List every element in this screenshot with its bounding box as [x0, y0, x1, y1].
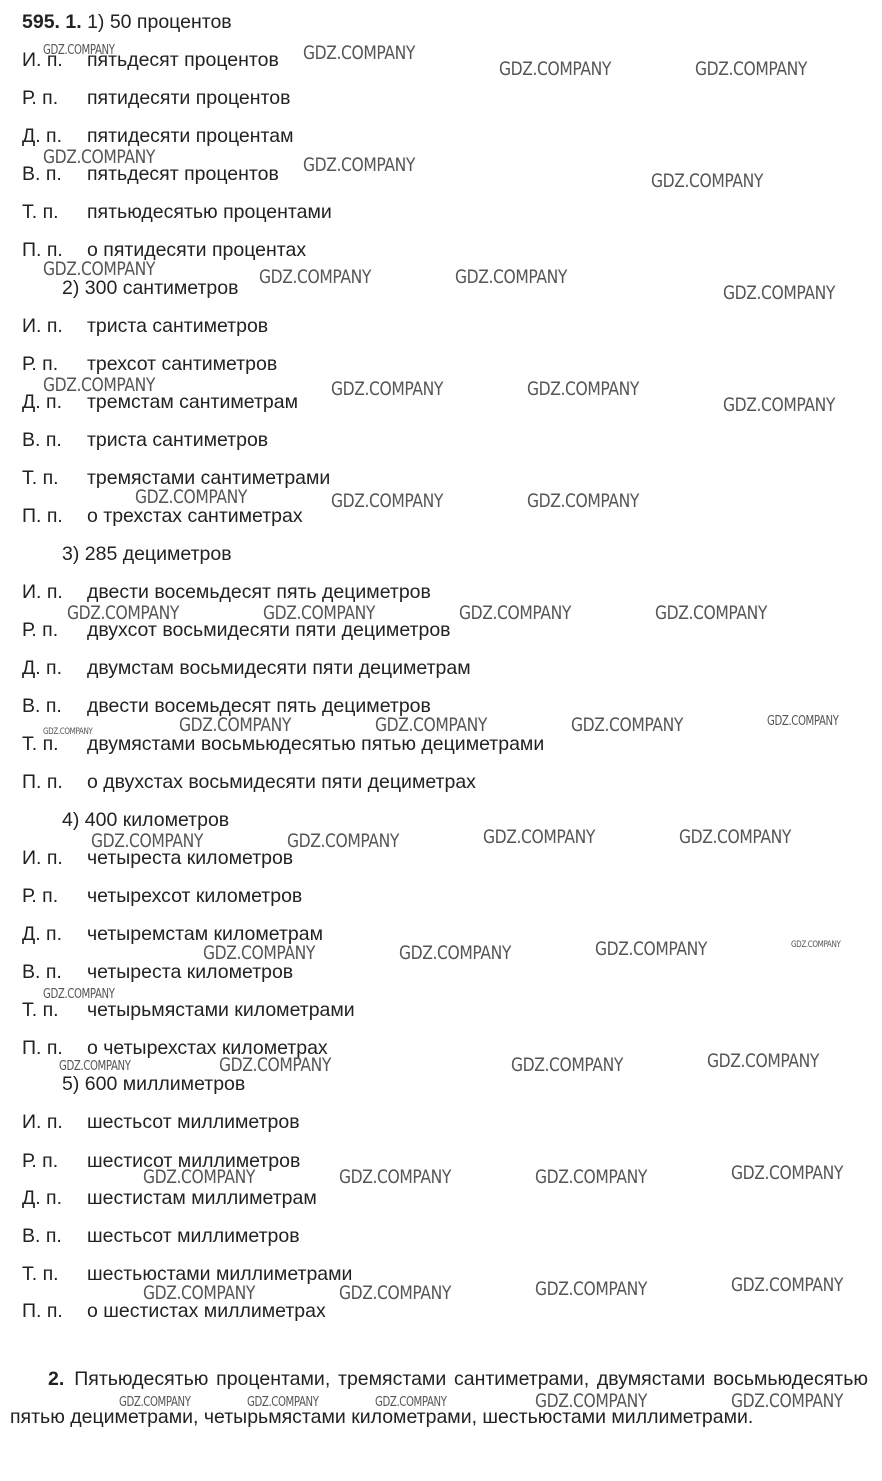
case-form: двести восемьдесят пять дециметров — [87, 695, 431, 717]
watermark: GDZ.COMPANY — [43, 43, 115, 58]
case-label: Т. п. — [22, 733, 59, 755]
case-form: четырехсот километров — [87, 885, 303, 907]
case-form: шестисот миллиметров — [87, 1150, 301, 1172]
case-label: Т. п. — [22, 999, 59, 1021]
case-label: И. п. — [22, 315, 63, 337]
case-form: двумястами восьмьюдесятью пятью дециметрами — [87, 733, 545, 755]
case-label: В. п. — [22, 695, 62, 717]
case-label: П. п. — [22, 505, 63, 527]
watermark: GDZ.COMPANY — [459, 602, 572, 624]
watermark: GDZ.COMPANY — [767, 714, 839, 729]
section-title: 4) 400 километров — [62, 809, 230, 831]
watermark: GDZ.COMPANY — [511, 1054, 624, 1076]
watermark: GDZ.COMPANY — [339, 1166, 452, 1188]
case-form: четырьмястами километрами — [87, 999, 355, 1021]
case-form: шестьсот миллиметров — [87, 1111, 300, 1133]
case-label: П. п. — [22, 1300, 63, 1322]
watermark: GDZ.COMPANY — [535, 1390, 648, 1412]
case-form: о пятидесяти процентах — [87, 239, 307, 261]
case-label: Д. п. — [22, 923, 63, 945]
case-form: трехсот сантиметров — [87, 353, 278, 375]
watermark: GDZ.COMPANY — [287, 830, 400, 852]
part-number: 2. — [48, 1368, 65, 1390]
watermark: GDZ.COMPANY — [59, 1059, 131, 1074]
watermark: GDZ.COMPANY — [535, 1166, 648, 1188]
watermark: GDZ.COMPANY — [483, 826, 596, 848]
watermark: GDZ.COMPANY — [247, 1395, 319, 1410]
watermark: GDZ.COMPANY — [143, 1166, 256, 1188]
case-form: триста сантиметров — [87, 429, 269, 451]
watermark: GDZ.COMPANY — [731, 1274, 844, 1296]
section-title: 2) 300 сантиметров — [62, 277, 239, 299]
case-form: двухсот восьмидесяти пяти дециметров — [87, 619, 451, 641]
case-label: Р. п. — [22, 87, 59, 109]
watermark: GDZ.COMPANY — [143, 1282, 256, 1304]
watermark: GDZ.COMPANY — [43, 987, 115, 1002]
case-form: пятьюдесятью процентами — [87, 201, 332, 223]
section-title: 1) 50 процентов — [87, 11, 232, 33]
case-label: В. п. — [22, 163, 62, 185]
case-form: триста сантиметров — [87, 315, 269, 337]
case-form: шестьсот миллиметров — [87, 1225, 300, 1247]
watermark: GDZ.COMPANY — [263, 602, 376, 624]
watermark: GDZ.COMPANY — [723, 394, 836, 416]
watermark: GDZ.COMPANY — [331, 490, 444, 512]
case-label: Д. п. — [22, 391, 63, 413]
case-form: о двухстах восьмидесяти пяти дециметрах — [87, 771, 476, 793]
watermark: GDZ.COMPANY — [219, 1054, 332, 1076]
case-form: двумстам восьмидесяти пяти дециметрам — [87, 657, 471, 679]
watermark: GDZ.COMPANY — [331, 378, 444, 400]
watermark: GDZ.COMPANY — [695, 58, 808, 80]
watermark: GDZ.COMPANY — [43, 374, 156, 396]
case-form: двести восемьдесят пять дециметров — [87, 581, 431, 603]
watermark: GDZ.COMPANY — [203, 942, 316, 964]
case-label: Д. п. — [22, 125, 63, 147]
watermark: GDZ.COMPANY — [655, 602, 768, 624]
case-label: И. п. — [22, 1111, 63, 1133]
watermark: GDZ.COMPANY — [499, 58, 612, 80]
answer-text: Пятьюдесятью процентами, тремястами сантиметрами, двумястами восьмьюдесятью пятью дециметрами, четырьмястами километрами, шестьюстами миллиметрами. — [10, 1368, 868, 1428]
watermark: GDZ.COMPANY — [535, 1278, 648, 1300]
watermark: GDZ.COMPANY — [135, 486, 248, 508]
watermark: GDZ.COMPANY — [119, 1395, 191, 1410]
case-form: шестьюстами миллиметрами — [87, 1263, 353, 1285]
watermark: GDZ.COMPANY — [723, 282, 836, 304]
watermark: GDZ.COMPANY — [43, 146, 156, 168]
case-label: И. п. — [22, 847, 63, 869]
case-form: тремястами сантиметрами — [87, 467, 331, 489]
section-title: 5) 600 миллиметров — [62, 1073, 246, 1095]
case-label: И. п. — [22, 581, 63, 603]
case-form: шестистам миллиметрам — [87, 1187, 317, 1209]
watermark: GDZ.COMPANY — [303, 42, 416, 64]
case-label: Т. п. — [22, 467, 59, 489]
watermark: GDZ.COMPANY — [527, 378, 640, 400]
case-form: о трехстах сантиметрах — [87, 505, 303, 527]
watermark: GDZ.COMPANY — [679, 826, 792, 848]
case-form: тремстам сантиметрам — [87, 391, 298, 413]
case-label: В. п. — [22, 429, 62, 451]
case-label: Р. п. — [22, 1150, 59, 1172]
case-form: четыреста километров — [87, 961, 294, 983]
watermark: GDZ.COMPANY — [731, 1162, 844, 1184]
case-label: Т. п. — [22, 201, 59, 223]
watermark: GDZ.COMPANY — [375, 1395, 447, 1410]
watermark: GDZ.COMPANY — [91, 830, 204, 852]
watermark: GDZ.COMPANY — [731, 1390, 844, 1412]
watermark: GDZ.COMPANY — [179, 714, 292, 736]
case-label: Р. п. — [22, 885, 59, 907]
watermark: GDZ.COMPANY — [399, 942, 512, 964]
case-label: Д. п. — [22, 657, 63, 679]
watermark: GDZ.COMPANY — [571, 714, 684, 736]
case-label: В. п. — [22, 1225, 62, 1247]
case-label: Р. п. — [22, 353, 59, 375]
case-form: пятьдесят процентов — [87, 163, 279, 185]
watermark: GDZ.COMPANY — [527, 490, 640, 512]
watermark: GDZ.COMPANY — [651, 170, 764, 192]
case-label: В. п. — [22, 961, 62, 983]
exercise-number: 595. 1. — [22, 11, 82, 33]
case-form: о шестистах миллиметрах — [87, 1300, 326, 1322]
watermark: GDZ.COMPANY — [43, 258, 156, 280]
case-label: П. п. — [22, 1037, 63, 1059]
case-label: П. п. — [22, 239, 63, 261]
case-label: Р. п. — [22, 619, 59, 641]
case-form: пятидесяти процентов — [87, 87, 291, 109]
case-form: пятьдесят процентов — [87, 49, 279, 71]
case-label: И. п. — [22, 49, 63, 71]
section-title: 3) 285 дециметров — [62, 543, 232, 565]
case-label: Д. п. — [22, 1187, 63, 1209]
watermark: GDZ.COMPANY — [455, 266, 568, 288]
case-label: П. п. — [22, 771, 63, 793]
exercise-header — [22, 10, 232, 34]
case-form: о четырехстах километрах — [87, 1037, 328, 1059]
case-label: Т. п. — [22, 1263, 59, 1285]
watermark: GDZ.COMPANY — [303, 154, 416, 176]
watermark: GDZ.COMPANY — [259, 266, 372, 288]
case-form: четыреста километров — [87, 847, 294, 869]
watermark: GDZ.COMPANY — [43, 727, 93, 737]
watermark: GDZ.COMPANY — [375, 714, 488, 736]
watermark: GDZ.COMPANY — [707, 1050, 820, 1072]
watermark: GDZ.COMPANY — [595, 938, 708, 960]
watermark: GDZ.COMPANY — [791, 940, 841, 950]
case-form: четыремстам километрам — [87, 923, 324, 945]
watermark: GDZ.COMPANY — [339, 1282, 452, 1304]
watermark: GDZ.COMPANY — [67, 602, 180, 624]
case-form: пятидесяти процентам — [87, 125, 294, 147]
